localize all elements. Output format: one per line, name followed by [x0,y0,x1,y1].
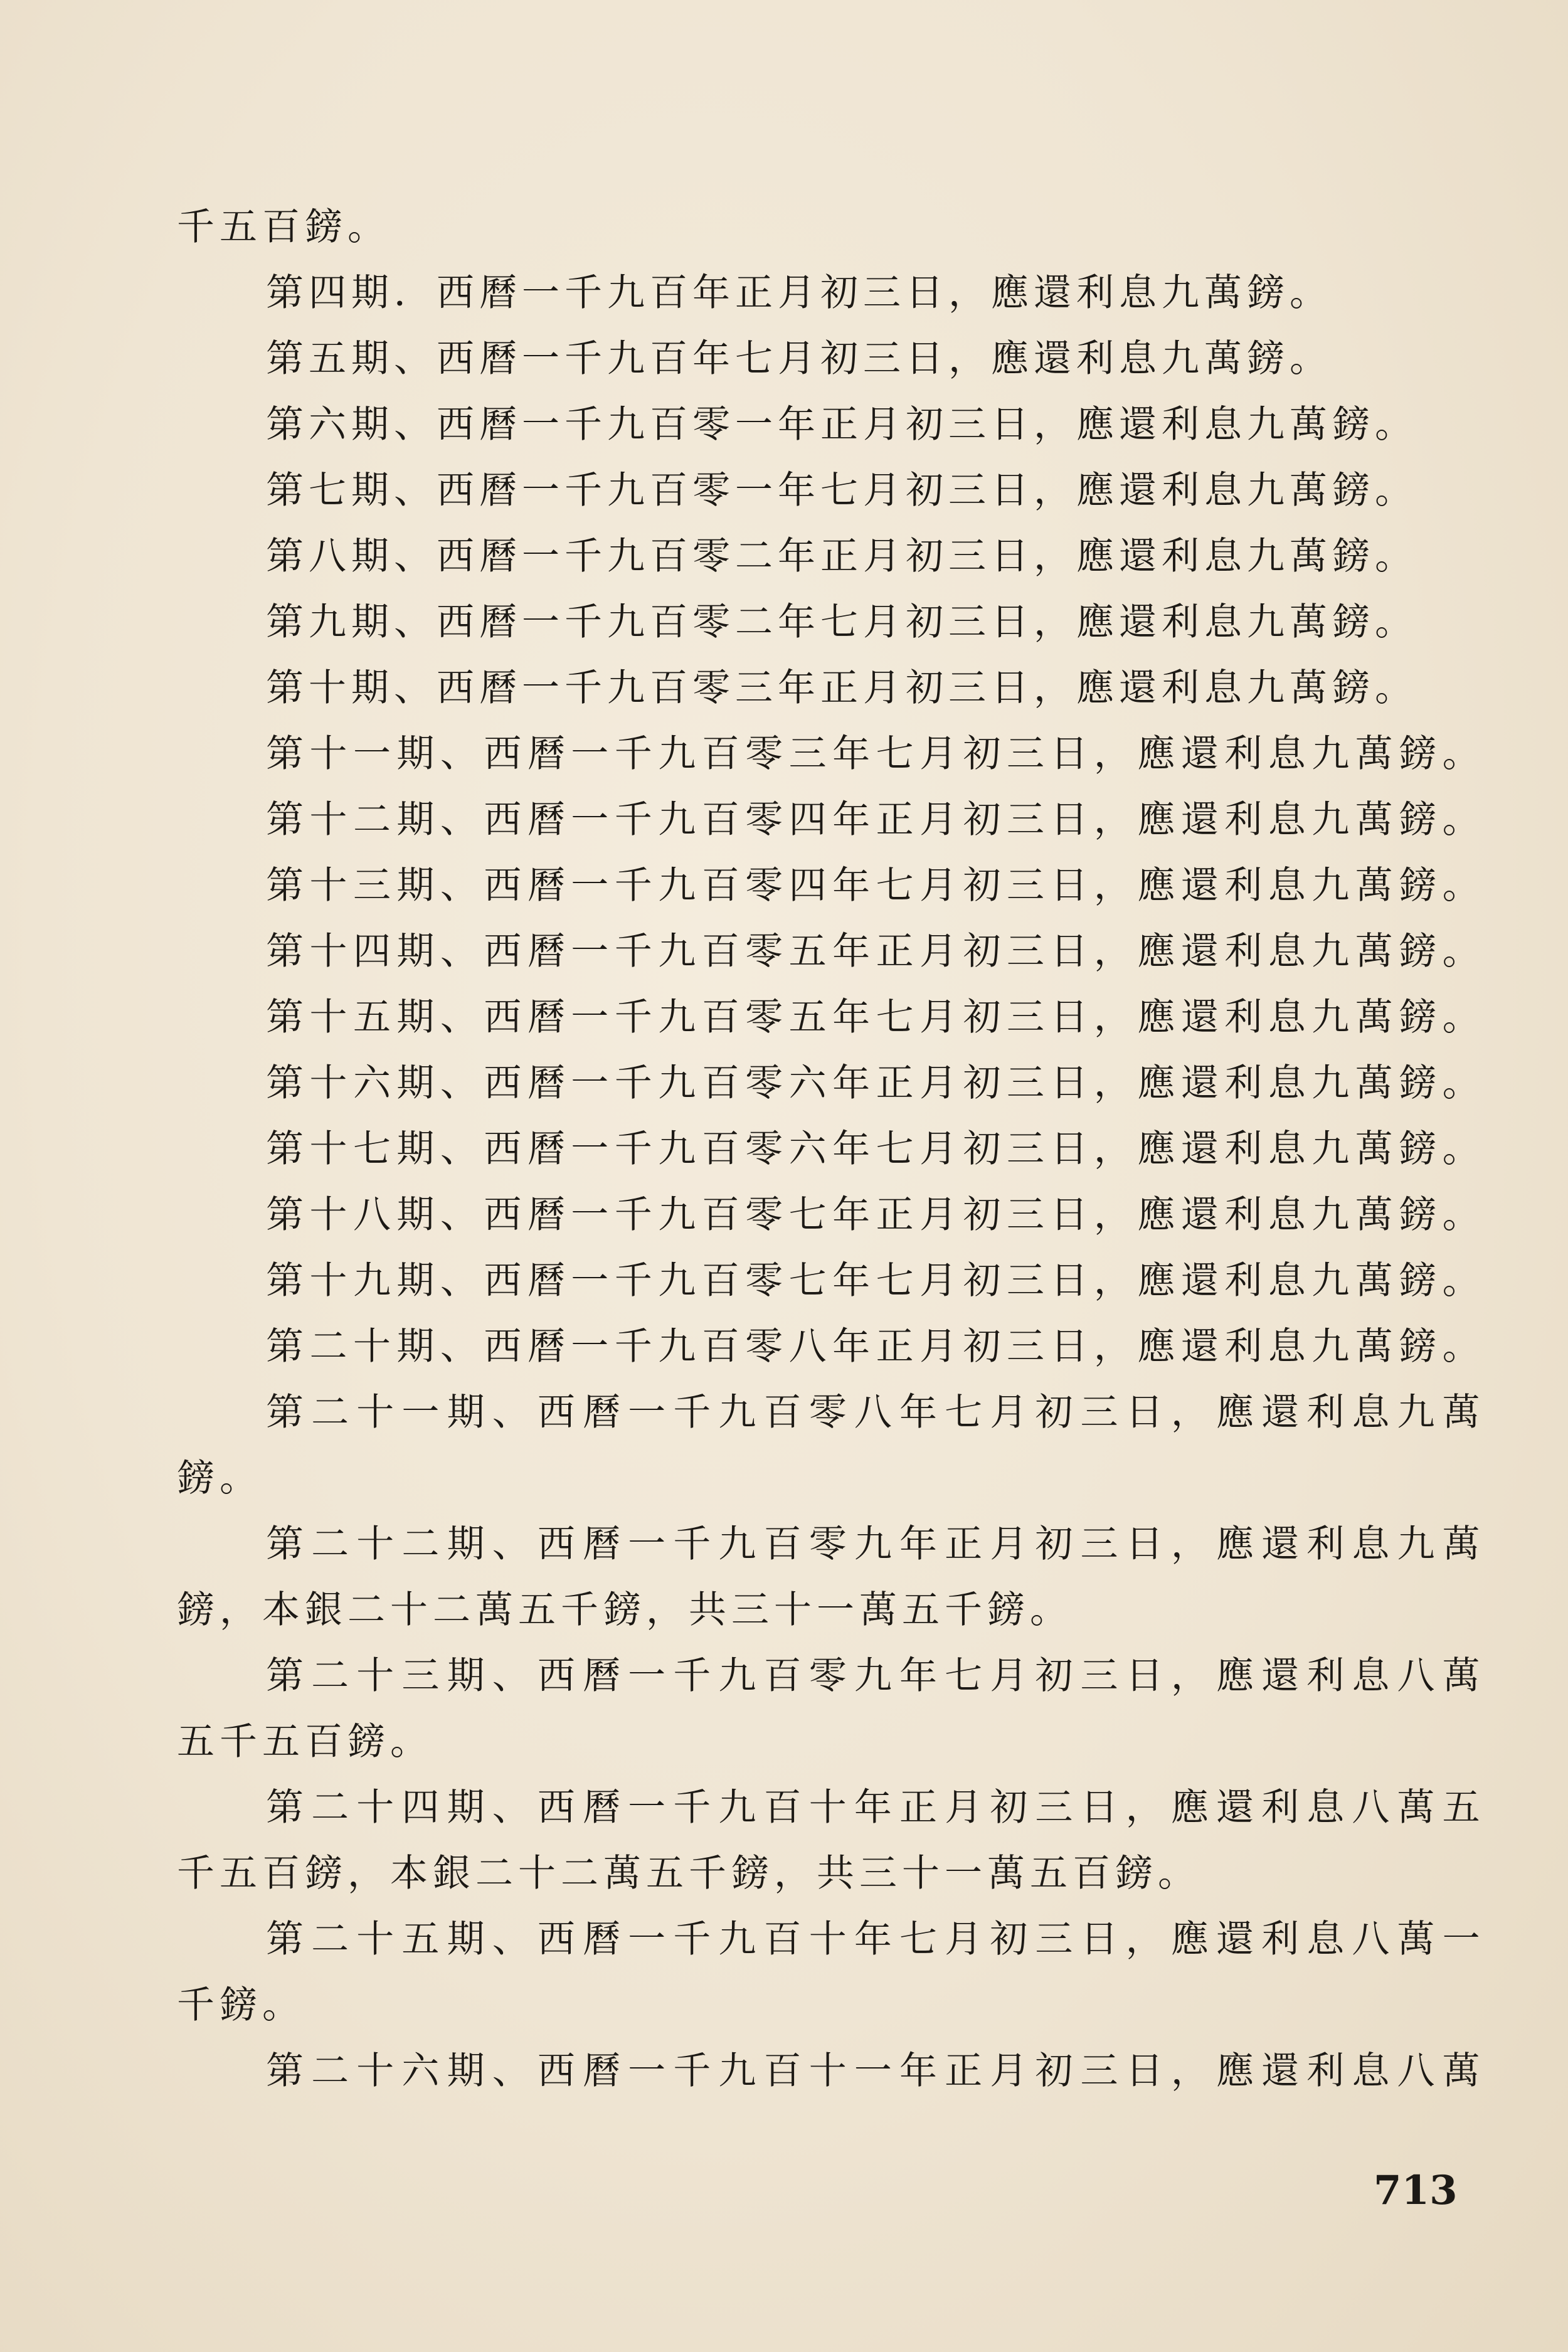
text-line: 第 二 十 期 、 西 曆 一 千 九 百 零 八 年 正 月 初 三 日 ， 應 還 利 息 九 萬 鎊 。 [266,1325,1481,1369]
text-line: 五千五百鎊。 [177,1720,433,1764]
text-line: 千鎊。 [177,1983,305,2027]
text-line: 第七期、西曆一千九百零一年七月初三日，應還利息九萬鎊。 [266,469,1417,512]
text-line: 第 二 十 四 期 、 西 曆 一 千 九 百 十 年 正 月 初 三 日 ， 應 還 利 息 八 萬 五 [266,1786,1481,1830]
text-line: 第 十 三 期 、 西 曆 一 千 九 百 零 四 年 七 月 初 三 日 ， 應 還 利 息 九 萬 鎊 。 [266,864,1481,908]
text-line: 第六期、西曆一千九百零一年正月初三日，應還利息九萬鎊。 [266,403,1417,447]
text-line: 第 二 十 三 期 、 西 曆 一 千 九 百 零 九 年 七 月 初 三 日 ， 應 還 利 息 八 萬 [266,1654,1481,1698]
text-line: 第 十 一 期 、 西 曆 一 千 九 百 零 三 年 七 月 初 三 日 ， 應 還 利 息 九 萬 鎊 。 [266,732,1481,776]
text-line: 第 十 二 期 、 西 曆 一 千 九 百 零 四 年 正 月 初 三 日 ， 應 還 利 息 九 萬 鎊 。 [266,798,1481,842]
text-line: 第 十 五 期 、 西 曆 一 千 九 百 零 五 年 七 月 初 三 日 ， 應 還 利 息 九 萬 鎊 。 [266,995,1481,1039]
text-line: 鎊，本銀二十二萬五千鎊，共三十一萬五千鎊。 [177,1588,1073,1632]
text-line: 第 十 九 期 、 西 曆 一 千 九 百 零 七 年 七 月 初 三 日 ， 應 還 利 息 九 萬 鎊 。 [266,1259,1481,1303]
text-line: 第十期、西曆一千九百零三年正月初三日，應還利息九萬鎊。 [266,666,1417,710]
text-line: 千五百鎊，本銀二十二萬五千鎊，共三十一萬五百鎊。 [177,1851,1200,1895]
text-line: 第八期、西曆一千九百零二年正月初三日，應還利息九萬鎊。 [266,534,1417,578]
text-line: 第 二 十 一 期 、 西 曆 一 千 九 百 零 八 年 七 月 初 三 日 ， 應 還 利 息 九 萬 [266,1391,1481,1434]
text-line: 第 二 十 五 期 、 西 曆 一 千 九 百 十 年 七 月 初 三 日 ， 應 還 利 息 八 萬 一 [266,1917,1481,1961]
text-line: 第 十 六 期 、 西 曆 一 千 九 百 零 六 年 正 月 初 三 日 ， 應 還 利 息 九 萬 鎊 。 [266,1061,1481,1105]
text-line: 千五百鎊。 [177,205,390,249]
text-line: 第 十 七 期 、 西 曆 一 千 九 百 零 六 年 七 月 初 三 日 ， 應 還 利 息 九 萬 鎊 。 [266,1127,1481,1171]
body-text [177,194,1481,2104]
text-line: 第五期、西曆一千九百年七月初三日，應還利息九萬鎊。 [266,337,1332,381]
text-line: 鎊。 [177,1456,262,1500]
text-line: 第 十 八 期 、 西 曆 一 千 九 百 零 七 年 正 月 初 三 日 ， 應 還 利 息 九 萬 鎊 。 [266,1193,1481,1237]
page-number: 713 [1374,2167,1458,2214]
text-line: 第四期．西曆一千九百年正月初三日，應還利息九萬鎊。 [266,271,1332,315]
text-line: 第 十 四 期 、 西 曆 一 千 九 百 零 五 年 正 月 初 三 日 ， 應 還 利 息 九 萬 鎊 。 [266,930,1481,973]
text-line: 第 二 十 六 期 、 西 曆 一 千 九 百 十 一 年 正 月 初 三 日 ， 應 還 利 息 八 萬 [266,2049,1481,2093]
text-line: 第 二 十 二 期 、 西 曆 一 千 九 百 零 九 年 正 月 初 三 日 ， 應 還 利 息 九 萬 [266,1522,1481,1566]
text-line: 第九期、西曆一千九百零二年七月初三日，應還利息九萬鎊。 [266,600,1417,644]
